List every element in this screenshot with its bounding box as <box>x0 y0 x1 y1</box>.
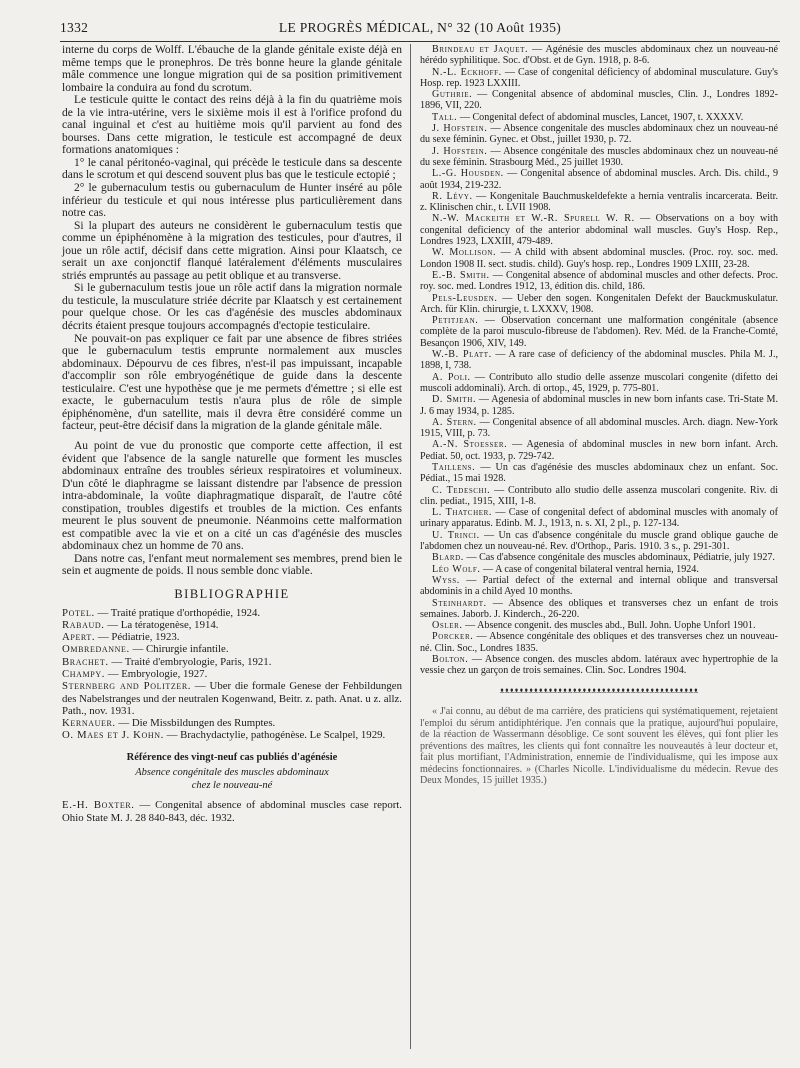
quote-block: « J'ai connu, au début de ma carrière, des praticiens qui systématiquement, rejetaient l'emploi du sérum antidiphtérique. J'en connais que la pratique, aujourd'hui populaire, de la réaction de Wassermann désoblige. Ce sont souvent les élèves, qui font plier les préventions des maîtres, les clients qui font connaître les nouveautés à leur docteur et, fait plus mortifiant, l'Administration, ennemie de l'individualisme, qui les impose aux médecins fonctionnaires. » (Charles Nicolle. L'individualisme du médecin. Revue des Deux Mondes, 15 juillet 1935.) <box>420 705 778 787</box>
reference-author: U. Trinci. <box>432 529 480 541</box>
bibliography-entry: O. Maes et J. Kohn. — Brachydactylie, pathogénèse. Le Scalpel, 1929. <box>62 729 386 742</box>
paragraph: Si la plupart des auteurs ne considèrent le gubernaculum testis que comme un épiphénomène à la migration des testicules, pour d'autres, il joue un rôle actif, décisif dans cette migration. Ainsi pour Klaatsch, ce serait un axe conjonctif flanqué latéralement d'éléments musculaires striés empruntés au passage au petit oblique et au transverse. <box>62 219 402 282</box>
reference-entry <box>420 112 778 123</box>
reference-entry <box>420 89 778 112</box>
reference-text: — Agénésie des muscles abdominaux chez un nouveau-né hérédo syphilitique. Soc. d'Obst. et de Gyn. 1918, p. 8-6. <box>420 44 778 67</box>
reference-author: J. Hofstein. <box>432 145 488 157</box>
reference-text: — Case of congenital defect of abdominal muscles with anomaly of urinary apparatus. Edinb. M. J., 1913, n. s. XI, 2 pl., p. 127-134. <box>420 507 778 530</box>
reference-author: A. Stern. <box>432 416 477 428</box>
reference-author: Petitjean. <box>432 315 479 327</box>
reference-entry <box>420 439 778 462</box>
reference-author: Brindeau et Jaquet. <box>432 44 529 55</box>
reference-text: — Agenesia of abdominal muscles in new born infant. Arch. Pediat. 50, oct. 1933, p. 729-742. <box>420 439 779 462</box>
reference-text: — Absence congenit. des muscles abd., Bull. John. Uophe Unforl 1901. <box>465 620 756 632</box>
reference-entry <box>420 67 778 90</box>
left-column <box>62 44 402 824</box>
reference-text: — Congenital absence of abdominal muscles. Arch. Dis. child., 9 août 1934, 219-232. <box>420 168 778 191</box>
reference-entry <box>420 44 778 67</box>
reference-author: Tall. <box>432 111 458 123</box>
reference-entry <box>420 146 778 169</box>
reference-entry <box>420 315 778 349</box>
reference-text: — A rare case of deficiency of the abdominal muscles. Phila M. J., 1898, I, 738. <box>420 349 778 372</box>
ornament-divider: ᴥᴥᴥᴥᴥᴥᴥᴥᴥᴥᴥᴥᴥᴥᴥᴥᴥᴥᴥᴥᴥᴥᴥᴥᴥᴥᴥᴥᴥᴥᴥᴥᴥᴥᴥᴥᴥᴥᴥᴥᴥ <box>499 684 699 695</box>
reference-entry <box>420 123 778 146</box>
reference-entry <box>420 417 778 440</box>
reference-entry <box>420 349 778 372</box>
reference-entry <box>420 620 778 631</box>
reference-entry <box>420 485 778 508</box>
reference-text: — A child with absent abdominal muscles. (Proc. roy. soc. med. London 1908 II. sect. studis. child). Guy's hosp. rep., Londres 1909 LXIII, 23-28. <box>420 247 778 270</box>
bibliography-entry: Sternberg and Politzer. — Uber die formale Genese der Fehbildungen des Nabelstranges und der neutralen Kogenwand, Beitr. z. path. Anat. u z. allz. Path., nov. 1931. <box>62 680 402 717</box>
reference-entry <box>420 372 778 395</box>
reference-author: Wyss. <box>432 574 460 586</box>
reference-entry <box>420 213 778 247</box>
reference-text: — Kongenitale Bauchmuskeldefekte a hernia ventralis incarcerata. Beitr. z. Klinischen chir., t. LVII 1908. <box>420 190 779 214</box>
bibliography-entry: Ombredanne. — Chirurgie infantile. <box>62 643 229 656</box>
reference-text: — Ueber den sogen. Kongenitalen Defekt der Bauckmuskulatur. Arch. für Klin. chirurgie, t. LXXXV, 1908. <box>420 292 778 315</box>
reference-text: — Contributo allo studio delle assenze muscolari congenite (difetto dei muscoli addominali). Arch. di ortop., 45, 1929, p. 775-801. <box>420 371 778 394</box>
reference-entry <box>420 168 778 191</box>
reference-text: — Un cas d'agénésie des muscles abdominaux chez un enfant. Soc. Pédiat., 15 mai 1928. <box>420 461 778 485</box>
reference-author: Bolton. <box>432 654 469 666</box>
cases-subheading: chez le nouveau-né <box>191 779 273 791</box>
bibliography-entry: Kernauer. — Die Missbildungen des Rumptes. <box>62 717 276 730</box>
bibliography-entry: Rabaud. — La tératogenèse, 1914. <box>62 618 219 631</box>
reference-author: Taillens. <box>432 461 476 473</box>
reference-author: N.-L. Eckhoff. <box>432 66 502 78</box>
cases-subheading: Absence congénitale des muscles abdominaux <box>135 767 329 779</box>
reference-author: Porcker. <box>432 631 474 643</box>
bibliography-entry: Champy. — Embryologie, 1927. <box>62 668 208 680</box>
reference-entry <box>420 293 778 316</box>
reference-text: — Un cas d'absence congénitale du muscle grand oblique gauche de l'abdomen chez un nouveau-né. Rev. d'Orthop., Paris. 1910. 3 s., p. 291-301. <box>420 529 778 553</box>
reference-entry <box>420 507 778 530</box>
reference-entry <box>420 552 778 563</box>
reference-author: R. Lévy. <box>432 190 473 202</box>
reference-entry <box>420 598 778 621</box>
reference-entry <box>420 191 778 214</box>
reference-author: Osler. <box>432 620 463 632</box>
page-header <box>60 20 780 42</box>
reference-text: — Congenital absence of all abdominal muscles. Arch. diagn. New-York 1915, VIII, p. 73. <box>420 416 778 440</box>
reference-entry <box>420 394 778 417</box>
reference-text: — Absence des obliques et transverses chez un enfant de trois semaines. Jaborb. J. Kinderch., 26-220. <box>420 597 778 620</box>
paragraph: 1° le canal péritonéo-vaginal, qui précède le testicule dans sa descente dans le scrotum et qui descend souvent plus bas que le testicule ectopié ; <box>62 156 402 182</box>
reference-author: N.-W. Mackeith et W.-R. Spurell W. R. <box>432 213 635 225</box>
reference-text: — Congenital absence of abdominal muscles and other defects. Proc. roy. soc. med. Londres 1912, 13, édition dis. child, 186. <box>420 269 778 293</box>
reference-author: L.-G. Housden. <box>432 168 504 180</box>
reference-author: A.-N. Stoesser. <box>432 439 508 451</box>
reference-entry <box>420 631 778 654</box>
reference-author: J. Hofstein. <box>432 123 488 135</box>
reference-text: — Observation concernant une malformation congénitale (absence complète de la paroi musculo-fibreuse de l'abdomen). Rev. Méd. de la Franche-Comté, Besançon 1906, XIV, 149. <box>420 315 778 349</box>
paragraph: Au point de vue du pronostic que comporte cette affection, il est évident que l'absence de la sangle naturelle que forment les muscles abdominaux entraîne des troubles sérieux respiratoires et volumineux. D'un côté le diaphragme se laissant distendre par l'absence de pression intra-abdominale, la voûte diaphragmatique disparaît, de l'autre côté constipation, troubles digestifs et troubles de la miction. Ces enfants meurent le plus souvent de pneumonie. Néanmoins cette malformation est compatible avec la vie et on a cité un cas d'agénésie des muscles abdominaux chez un homme de 70 ans. <box>62 439 402 553</box>
column-divider <box>410 44 411 1049</box>
reference-entry <box>420 575 778 598</box>
reference-text: — Partial defect of the external and internal oblique and transversal abdominis in a child Ayed 10 months. <box>420 574 778 598</box>
reference-text: — Case of congenital déficiency of abdominal musculature. Guy's Hosp. rep. 1923 LXXIII. <box>420 66 778 89</box>
paragraph: Si le gubernaculum testis joue un rôle actif dans la migration normale du testicule, la musculature striée décrite par Klaatsch y est certainement pour quelque chose. Or les cas d'agénésie des muscles abdominaux décrits étaient presque toujours accompagnés d'ectopie testiculaire. <box>62 282 402 333</box>
paragraph: Dans notre cas, l'enfant meut normalement ses membres, prend bien le sein et augmente de poids. Il nous semble donc viable. <box>62 552 402 578</box>
page-number: 1332 <box>60 20 89 35</box>
reference-entry <box>420 247 778 270</box>
reference-text: — A case of congenital bilateral ventral hernia, 1924. <box>483 563 699 575</box>
reference-author: W.-B. Platt. <box>432 349 492 361</box>
reference-author: A. Poli. <box>432 371 471 383</box>
paragraph: Le testicule quitte le contact des reins déjà à la fin du quatrième mois de la vie intra-utérine, vers le sixième mois il est à l'orifice profond du canal inguinal et c'est au huitième mois qu'il parvient au fond des bourses. Dans cette migration, le testicule est accompagné de deux formations anatomiques : <box>62 94 402 157</box>
reference-entry <box>420 462 778 485</box>
reference-entry <box>420 564 778 575</box>
reference-text: — Congenital defect of abdominal muscles, Lancet, 1907, t. XXXXV. <box>459 111 744 123</box>
reference-list <box>420 44 778 677</box>
case-reference: E.-H. Boxter. — Congenital absence of abdominal muscles case report. Ohio State M. J. 28 840-843, déc. 1932. <box>62 799 403 824</box>
reference-author: L. Thatcher. <box>432 507 492 519</box>
paragraph: interne du corps de Wolff. L'ébauche de la glande génitale existe déjà en même temps que le pronephros. De très bonne heure la glande génitale mâle commence une longue migration qui de sa position primitivement lombaire la conduira au fond du scrotum. <box>62 44 402 94</box>
reference-author: Pels-Leusden. <box>432 292 498 304</box>
bibliography-heading: BIBLIOGRAPHIE <box>174 586 290 601</box>
reference-author: D. Smith. <box>432 394 477 406</box>
reference-entry <box>420 270 778 293</box>
header-rule <box>60 41 780 42</box>
bibliography-entry: Apert. — Pédiatrie, 1923. <box>62 631 180 644</box>
reference-author: C. Tedeschi. <box>432 484 491 496</box>
paragraph: 2° le gubernaculum testis ou gubernaculum de Hunter inséré au pôle inférieur du testicule et qui nous intéresse plus particulièrement dans notre cas. <box>62 182 402 220</box>
reference-author: Léo Wolf. <box>432 563 481 575</box>
reference-author: Steinhardt. <box>432 597 487 609</box>
reference-text: — Absence congen. des muscles abdom. latéraux avec hypertrophie de la vessie chez un garçon de trois semaines. Clin. Soc. Londres 1904. <box>420 654 778 677</box>
reference-text: — Absence congenitale des muscles abdominaux chez un nouveau-né du sexe féminin. Gynec. et Obst., juillet 1930, p. 72. <box>420 123 778 146</box>
reference-author: Blard. <box>432 552 464 564</box>
bibliography-entry: Potel. — Traité pratique d'orthopédie, 1924. <box>62 606 261 619</box>
running-title: LE PROGRÈS MÉDICAL, N° 32 (10 Août 1935) <box>278 20 562 35</box>
reference-text: — Cas d'absence congénitale des muscles abdominaux, Pédiatrie, july 1927. <box>466 552 775 564</box>
reference-text: — Congenital absence of abdominal muscles, Clin. J., Londres 1892-1896, VII, 220. <box>420 89 778 112</box>
reference-entry <box>420 654 778 677</box>
reference-text: — Agenesia of abdominal muscles in new born infants case. Tri-State M. J. 6 may 1934, p. 1285. <box>420 394 778 417</box>
reference-text: — Observations on a boy with congenital deficiency of the anterior abdominal wall muscles. Guy's Hosp. Rep., Londres 1923, LXXIII, 479-489. <box>420 213 778 248</box>
reference-author: Guthrie. <box>432 89 473 101</box>
paragraph: Ne pouvait-on pas expliquer ce fait par une absence de fibres striées que le gubernaculum testis emprunte normalement aux muscles abdominaux. Dépourvu de ces fibres, n'est-il pas impuissant, incapable d'accomplir son rôle embryogénétique de guide dans la descente testiculaire. C'est une hypothèse que je me permets d'émettre ; si elle est exacte, le gubernaculum testis n'aura plus de rôle de simple épiphénomène, d'un satellite, mais il devra être considéré comme un facteur, peut-être décisif dans la migration de la glande génitale mâle. <box>62 332 402 433</box>
cases-heading: Référence des vingt-neuf cas publiés d'agénésie <box>126 751 338 763</box>
reference-text: — Absence congénitale des obliques et des transverses chez un nouveau-né. Clin. Soc., Londres 1835. <box>420 631 778 654</box>
reference-text: — Absence congénitale des muscles abdominaux chez un nouveau-né du sexe féminin. Strasbourg Méd., 25 juillet 1930. <box>420 145 778 168</box>
reference-author: W. Mollison. <box>432 247 497 259</box>
right-column <box>420 44 778 787</box>
reference-entry <box>420 530 778 553</box>
bibliography-entry: Brachet. — Traité d'embryologie, Paris, 1921. <box>62 655 272 668</box>
reference-text: — Contributo allo studio delle assenza muscolari congenite. Riv. di clin. pediat., 1915, XIII, 1-8. <box>420 484 778 507</box>
reference-author: E.-B. Smith. <box>432 269 490 281</box>
